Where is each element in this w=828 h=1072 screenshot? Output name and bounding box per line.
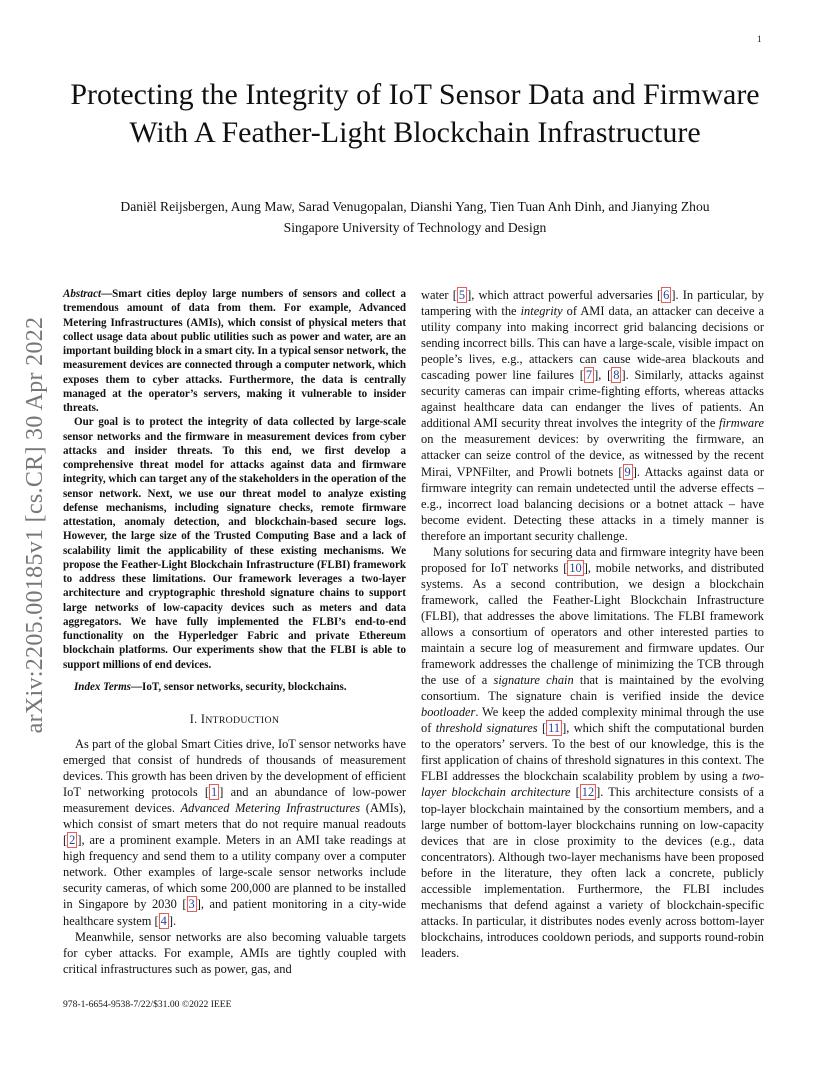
citation-link[interactable]: 1: [211, 785, 218, 800]
section-heading-introduction: [63, 712, 406, 727]
abstract-paragraph-2: Our goal is to protect the integrity of data collected by large-scale sensor networks and the firmware in measurement devices from cyber attacks and insider threats. To this end, we first develop a comprehensive threat model for attacks against data and firmware integrity, which can target any of the stakeholders in the operation of the sensor network. Next, we use our threat model to analyze existing defense mechanisms, including signature checks, remote firmware attestation, anomaly detection, and blockchain-based secure logs. However, the large size of the Trusted Computing Base and a lack of scalability limit the applicability of these existing mechanisms. We propose the Feather-Light Blockchain Infrastructure (FLBI) framework to address these limitations. Our framework leverages a two-layer architecture and cryptographic threshold signature chains to support large networks of low-capacity devices such as meters and data aggregators. We have fully implemented the FLBI’s end-to-end functionality on the Hyperledger Fabric and private Ethereum blockchain platforms. Our experiments show that the FLBI is able to support millions of end devices.: [63, 416, 406, 671]
citation-link[interactable]: 2: [69, 833, 76, 848]
abstract-text-1: —Smart cities deploy large numbers of sensors and collect a tremendous amount of data from them. For example, Advanced Metering Infrastructures (AMIs), which consist of physical meters that collect usage data about public utilities such as power and water, are an important building block in a smart city. In a typical sensor network, the measurement devices are connected through a computer network, which exposes them to cyber attacks. Furthermore, the data is centrally managed at the operator’s servers, making it vulnerable to insider threats.: [63, 288, 406, 414]
left-column: [63, 287, 406, 977]
section-number: I.: [189, 712, 198, 726]
intro-paragraph-2: Meanwhile, sensor networks are also becoming valuable targets for cyber attacks. For example, AMIs are tightly coupled with critical infrastructures such as power, gas, and: [63, 929, 406, 976]
arxiv-stamp: arXiv:2205.00185v1 [cs.CR] 30 Apr 2022: [22, 316, 48, 734]
author-list: Daniël Reijsbergen, Aung Maw, Sarad Venugopalan, Dianshi Yang, Tien Tuan Anh Dinh, and Jianying Zhou: [120, 199, 710, 214]
affiliation: Singapore University of Technology and Design: [283, 220, 547, 235]
section-title-rest: NTRODUCTION: [205, 715, 280, 726]
right-column: [421, 287, 764, 961]
intro-paragraph-1: As part of the global Smart Cities drive, IoT sensor networks have emerged that consist of hundreds of thousands of measurement devices. This growth has been driven by the development of efficient IoT networking protocols [ 1 ] and an abundance of low-power measurement devices. Advanced Metering Infrastructures (AMIs), which consist of smart meters that do not require manual readouts [ 2 ], are a prominent example. Meters in an AMI take readings at high frequency and send them to a utility company over a computer network. Other examples of large-scale sensor networks include security cameras, of which some 200,000 are planned to be installed in Singapore by 2030 [ 3 ], and patient monitoring in a city-wide healthcare system [ 4 ].: [63, 737, 407, 928]
intro-paragraph-3: Many solutions for securing data and firmware integrity have been proposed for IoT networks [ 10 ], mobile networks, and distributed systems. As a second contribution, we design a blockchain framework, called the Feather-Light Blockchain Infrastructure (FLBI), that addresses the above limitations. The FLBI framework allows a consortium of operators and other interested parties to maintain a secure log of measurement and firmware updates. Our framework addresses the challenge of minimizing the TCB through the use of a signature chain that is maintained by the evolving consortium. The signature chain is verified inside the device bootloader. We keep the added complexity minimal through the use of threshold signatures [ 11 ], which shift the computational burden to the operators’ servers. To the best of our knowledge, this is the first application of chains of threshold signatures in this context. The FLBI addresses the blockchain scalability problem by using a two-layer blockchain architecture [ 12 ]. This architecture consists of a top-layer blockchain maintained by the consortium members, and a large number of bottom-layer blockchains running on low-capacity devices that are in close proximity to the devices (e.g., data concentrators). Although two-layer mechanisms have been proposed before in the literature, they often lack a concrete, publicly accessible implementation. Furthermore, the FLBI includes mechanisms that defend against a variety of blockchain-specific attacks. In particular, it distributes nodes evenly across bottom-layer blockchains, introduces cooldown periods, and supports round-robin leaders.: [421, 544, 764, 960]
abstract-paragraph-1: [63, 287, 406, 415]
citation-link[interactable]: 3: [188, 897, 195, 912]
citation-link[interactable]: 8: [613, 368, 620, 383]
citation-link[interactable]: 6: [663, 288, 670, 302]
citation-link[interactable]: 9: [624, 464, 631, 479]
section-title-initial: I: [200, 712, 206, 726]
paper-title: Protecting the Integrity of IoT Sensor Data and Firmware With A Feather-Light Blockchain Infrastructure: [70, 78, 760, 149]
index-terms-text: —IoT, sensor networks, security, blockchains.: [130, 680, 347, 693]
citation-link[interactable]: 12: [581, 785, 595, 800]
page-number: 1: [757, 34, 762, 44]
abstract-label: Abstract: [63, 288, 102, 300]
citation-link[interactable]: 11: [548, 721, 561, 736]
index-terms-label: Index Terms: [74, 680, 131, 693]
citation-link[interactable]: 10: [569, 560, 582, 575]
citation-link[interactable]: 5: [458, 288, 466, 302]
copyright-footer: 978-1-6654-9538-7/22/$31.00 ©2022 IEEE: [63, 999, 232, 1010]
citation-link[interactable]: 7: [585, 368, 593, 383]
intro-paragraph-2-continued: water [ 5 ], which attract powerful adversaries [ 6 ]. In particular, by tampering with the integrity of AMI data, an attacker can deceive a utility company into making incorrect grid balancing decisions or sending incorrect bills. This can have a large-scale, visible impact on people’s lives, e.g., attackers can cause wide-area blackouts and cascading power line failures [ 7 ], [ 8 ]. Similarly, attacks against security cameras can impair crime-fighting efforts, whereas attacks against healthcare data can endanger the lives of patients. An additional AMI security threat involves the integrity of the firmware on the measurement devices: by overwriting the firmware, an attacker can seize control of the device, as witnessed by the recent Mirai, VPNFilter, and Prowli botnets [ 9 ]. Attacks against data or firmware integrity can remain undetected until the adverse effects – e.g., incorrect load balancing decisions or a botnet attack – have become evident. Detecting these attacks in a timely manner is therefore an important security challenge.: [421, 288, 765, 543]
citation-link[interactable]: 4: [160, 913, 167, 928]
index-terms: [63, 680, 406, 694]
